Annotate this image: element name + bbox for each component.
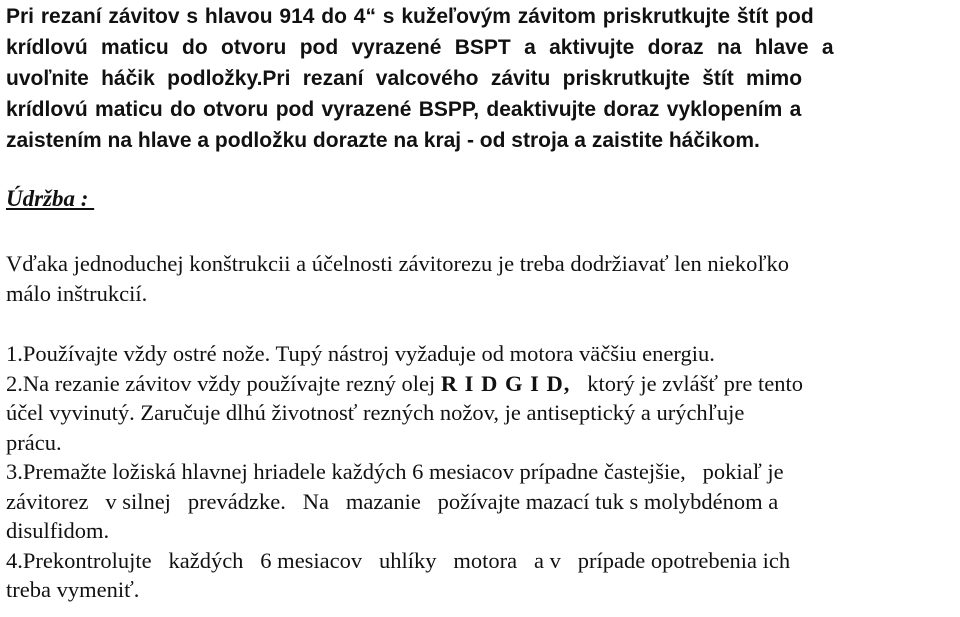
- list-item-2-line: prácu.: [6, 429, 62, 455]
- text-line: uvoľnite háčik podložky.Pri rezaní valcového závitu priskrutkujte štít mimo: [6, 67, 803, 90]
- paragraph-thread-gauge-setup: [6, 0, 954, 156]
- list-item-4-line: treba vymeniť.: [6, 577, 140, 602]
- list-item-3-line: závitorez v silnej prevádzke. Na mazanie požívajte mazací tuk s molybdénom a: [6, 488, 779, 514]
- text-line: krídlovú maticu do otvoru pod vyrazené BSPP, deaktivujte doraz vyklopením a: [6, 98, 802, 121]
- list-item-2-text: 2.Na rezanie závitov vždy používajte rezný olej: [6, 370, 441, 396]
- text-line: zaistením na hlave a podložku dorazte na kraj - od stroja a zaistite háčikom.: [6, 129, 760, 152]
- section-heading-maintenance: Údržba :: [6, 186, 95, 211]
- brand-name: R I D G I D,: [440, 370, 571, 396]
- maintenance-intro: [6, 249, 954, 308]
- list-item-2-line: účel vyvinutý. Zaručuje dlhú životnosť rezných nožov, je antiseptický a urýchľuje: [6, 400, 745, 425]
- list-item-1: 1.Používajte vždy ostré nože. Tupý nástroj vyžaduje od motora väčšiu energiu.: [6, 341, 715, 366]
- text-line: krídlovú maticu do otvoru pod vyrazené BSPT a aktivujte doraz na hlave a: [6, 36, 834, 59]
- list-item-3: 3.Premažte ložiská hlavnej hriadele každých 6 mesiacov prípadne častejšie, pokiaľ je: [6, 459, 784, 484]
- document-page: [6, 0, 954, 602]
- list-item-2-text-cont: ktorý je zvlášť pre tento: [570, 370, 803, 396]
- list-item-3-line: disulfidom.: [6, 518, 110, 543]
- text-line: Pri rezaní závitov s hlavou 914 do 4“ s kužeľovým závitom priskrutkujte štít pod: [6, 5, 814, 28]
- maintenance-instructions-list: [6, 339, 954, 605]
- text-line: Vďaka jednoduchej konštrukcii a účelnosti závitorezu je treba dodržiavať len niekoľko: [6, 251, 790, 276]
- text-line: málo inštrukcií.: [6, 280, 148, 306]
- list-item-4: 4.Prekontrolujte každých 6 mesiacov uhlíky motora a v prípade opotrebenia ich: [6, 547, 791, 573]
- list-item-2: [6, 369, 954, 399]
